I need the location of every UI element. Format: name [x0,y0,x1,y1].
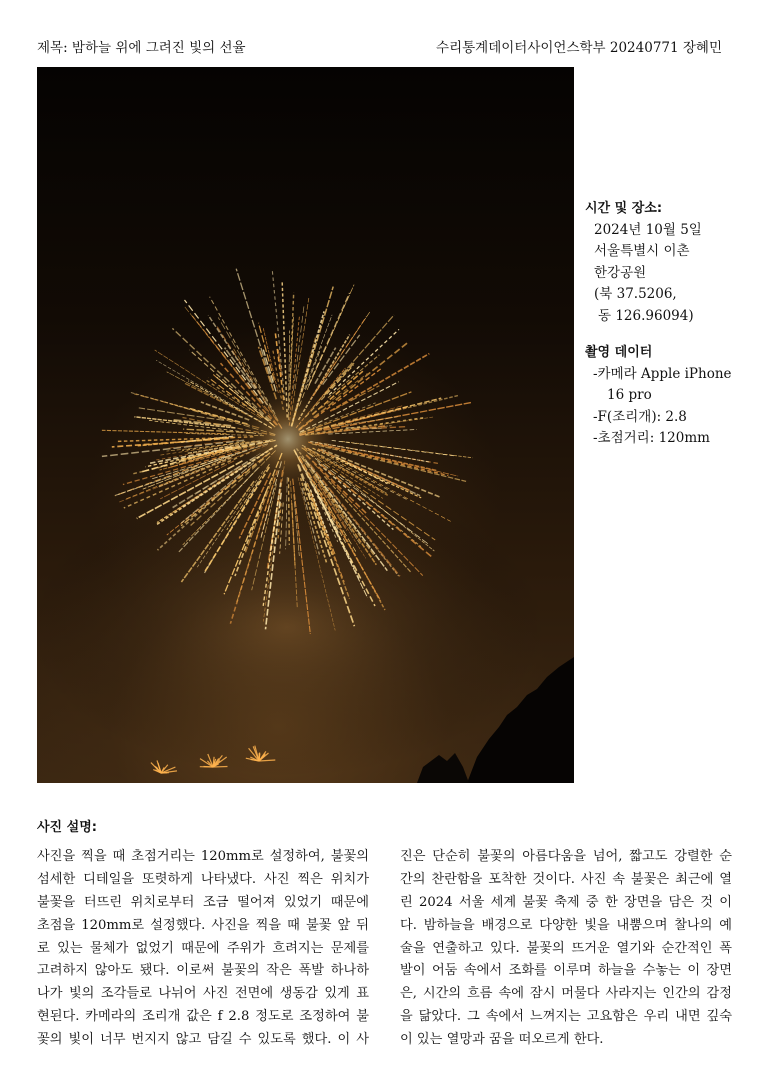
firework-spark [139,408,224,421]
time-place-heading: 시간 및 장소: [585,201,663,216]
firework-burst [37,67,574,783]
paragraph-line: 사진을 찍을 때 초점거리는 120mm로 설정하여, 불꽃의 [37,849,369,864]
paragraph-line: 술을 연출하고 있다. 불꽃의 뜨거운 열기와 순간적인 폭 [400,940,732,956]
firework-spark [324,363,354,395]
paragraph-line: 은, 시간의 흐름 속에 잠시 머물다 사라지는 인간의 감정 [400,986,732,1002]
description-heading: 사진 설명: [37,820,97,835]
paragraph-line: 이 있는 열망과 꿈을 떠오르게 한다. [400,1032,604,1048]
place-text-line1: 서울특별시 이촌 [594,243,690,259]
description-column-right [400,846,732,1052]
shooting-data-heading: 촬영 데이터 [585,345,653,360]
paragraph-line: 을 닮았다. 그 속에서 느껴지는 고요함은 우리 내면 깊숙 [400,1009,732,1025]
place-text-line2: 한강공원 [594,264,647,281]
coordinates-line1: (북 37.5206, [594,286,677,302]
paragraph-line: 발이 어둠 속에서 조화를 이루며 하늘을 수놓는 이 장면 [400,963,732,979]
firework-spark [329,329,399,394]
paragraph-line: 다. 밤하늘을 배경으로 다양한 빛을 내뿜으며 찰나의 예 [400,917,732,933]
description-column-left [37,846,369,1052]
paragraph-line: 나가 빛의 조각들로 나뉘어 사진 전면에 생동감 있게 표 [37,986,369,1002]
camera-line1: -카메라 Apple iPhone [593,365,732,382]
paragraph-line: 린 2024 서울 세계 불꽃 축제 중 한 장면을 담은 것 이 [400,894,732,910]
coordinates-line2: 동 126.96094) [598,307,694,324]
low-firework-spark [213,767,228,768]
firework-photo [37,67,574,783]
paragraph-line: 초점을 120mm로 설정했다. 사진을 찍을 때 불꽃 앞 뒤 [37,917,369,933]
focal-length-text: -초점거리: 120mm [593,430,710,446]
paragraph-line: 불꽃을 터뜨린 위치로부터 조금 떨어져 있었기 때문에 [37,894,369,910]
photo-metadata [585,198,755,450]
date-text: 2024년 10월 5일 [594,221,702,238]
document-title: 제목: 밤하늘 위에 그려진 빛의 선율 [37,40,246,56]
author-info: 수리통계데이터사이언스학부 20240771 장혜민 [436,40,722,56]
paragraph-line: 진은 단순히 불꽃의 아름다움을 넘어, 짧고도 강렬한 순 [400,849,732,864]
firework-spark [305,315,333,389]
aperture-text: -F(조리개): 2.8 [593,408,687,425]
paragraph-line: 현된다. 카메라의 조리개 값은 f 2.8 정도로 조정하여 불 [37,1009,369,1025]
firework-spark [293,306,304,390]
paragraph-line: 섬세한 디테일을 또렷하게 나타냈다. 사진 찍은 위치가 [37,871,369,887]
paragraph-line: 로 있는 물체가 없었기 때문에 주위가 흐려지는 문제를 [37,940,369,956]
paragraph-line: 꽃의 빛이 너무 번지지 않고 담길 수 있도록 했다. 이 사 [37,1032,369,1048]
firework-spark [236,269,272,384]
paragraph-line: 고려하지 않아도 됐다. 이로써 불꽃의 작은 폭발 하나하 [37,963,369,979]
paragraph-line: 간의 찬란함을 포착한 것이다. 사진 속 불꽃은 최근에 열 [400,871,732,887]
camera-line2: 16 pro [607,387,652,403]
firework-spark [330,354,429,412]
